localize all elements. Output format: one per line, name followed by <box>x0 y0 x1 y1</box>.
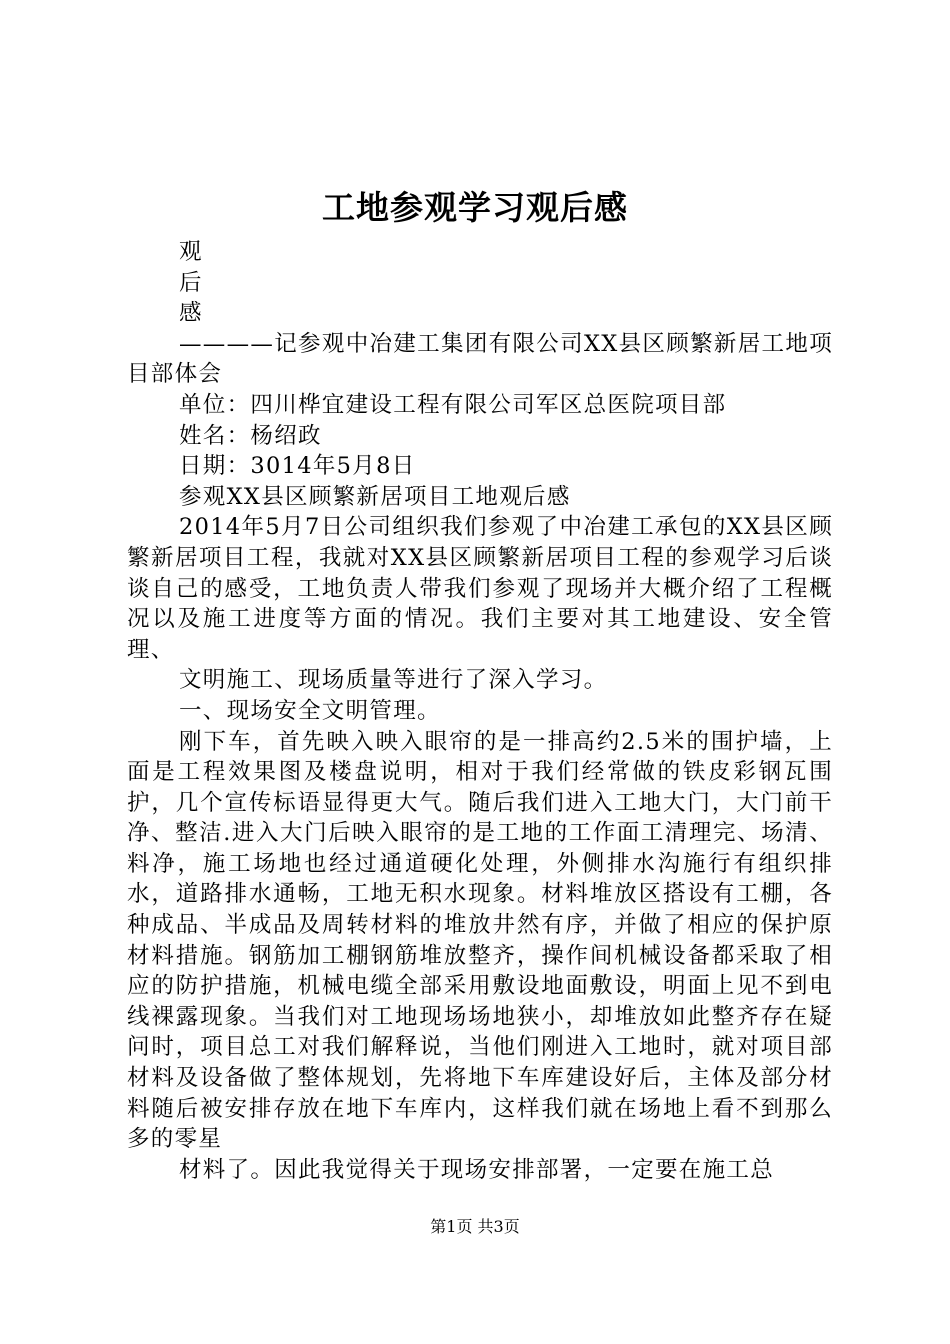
section-heading: 一、现场安全文明管理。 <box>179 697 441 724</box>
document-title: 工地参观学习观后感 <box>322 188 628 227</box>
heading-char: 观 <box>179 239 203 265</box>
body-paragraph: 材料了。因此我觉得关于现场安排部署，一定要在施工总 <box>179 1156 775 1183</box>
heading-char: 感 <box>179 300 203 327</box>
author-unit: 单位：四川桦宜建设工程有限公司军区总医院项目部 <box>179 391 727 418</box>
document-body <box>127 237 833 1185</box>
heading-char: 后 <box>179 269 203 296</box>
section-title: 参观XX县区顾繁新居项目工地观后感 <box>179 483 571 510</box>
body-paragraph: 2014年5月7日公司组织我们参观了中冶建工承包的XX县区顾繁新居项目工程，我就对XX县区顾繁新居项目工程的参观学习后谈谈自己的感受，工地负责人带我们参观了现场并大概介绍了工程概况以及施工进度等方面的情况。我们主要对其工地建设、安全管理、 <box>127 514 833 663</box>
document-date: 日期：3014年5月8日 <box>179 453 416 480</box>
author-name: 姓名：杨绍政 <box>179 422 322 449</box>
body-paragraph: 刚下车，首先映入映入眼帘的是一排高约2.5米的围护墙，上面是工程效果图及楼盘说明，相对于我们经常做的铁皮彩钢瓦围护，几个宣传标语显得更大气。随后我们进入工地大门，大门前干净、整洁.进入大门后映入眼帘的是工地的工作面工清理完、场清、料净，施工场地也经过通道硬化处理，外侧排水沟施行有组织排水，道路排水通畅，工地无积水现象。材料堆放区搭设有工棚，各种成品、半成品及周转材料的堆放井然有序，并做了相应的保护原材料措施。钢筋加工棚钢筋堆放整齐，操作间机械设备都采取了相应的防护措施，机械电缆全部采用敷设地面敷设，明面上见不到电线裸露现象。当我们对工地现场场地狭小，却堆放如此整齐存在疑问时，项目总工对我们解释说，当他们刚进入工地时，就对项目部材料及设备做了整体规划，先将地下车库建设好后，主体及部分材料随后被安排存放在地下车库内，这样我们就在场地上看不到那么多的零星 <box>127 728 833 1153</box>
body-paragraph: 文明施工、现场质量等进行了深入学习。 <box>179 667 608 694</box>
document-subtitle: ————记参观中冶建工集团有限公司XX县区顾繁新居工地项目部体会 <box>127 330 833 388</box>
page-footer: 第1页 共3页 <box>430 1217 520 1236</box>
